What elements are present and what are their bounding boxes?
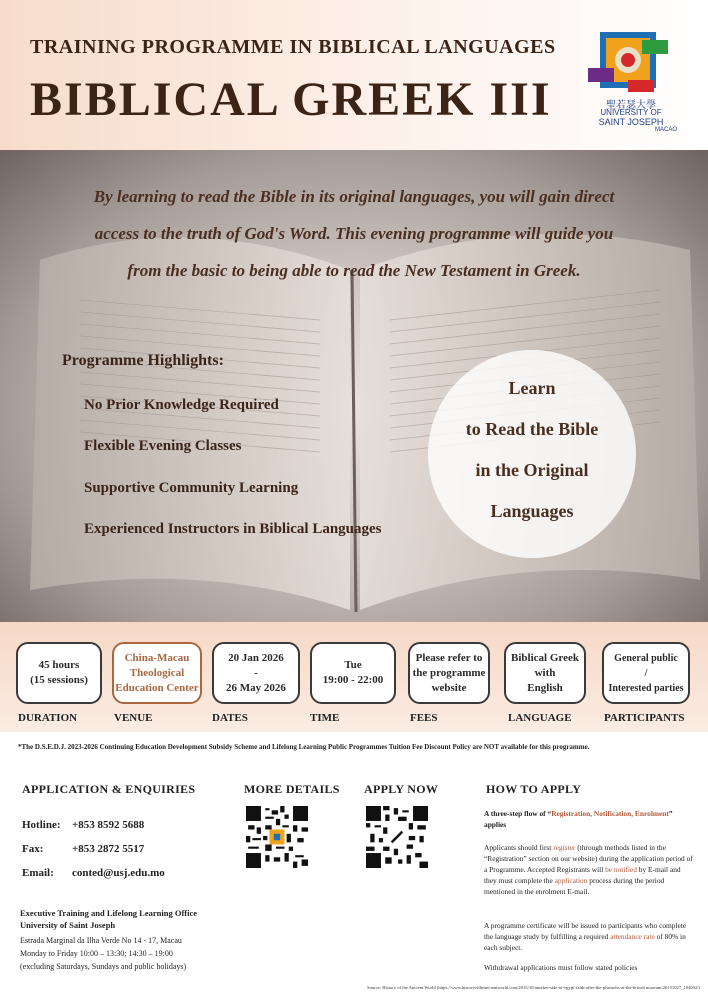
subsidy-note: *The D.S.E.D.J. 2023-2026 Continuing Education Development Subsidy Scheme and Lifelong Learning Public Programmes Tuition Fee Discount Policy are NOT available for this programme. <box>18 743 590 751</box>
intro-paragraph <box>40 178 668 289</box>
office-name: Executive Training and Lifelong Learning Office <box>20 908 198 918</box>
university-name-line1: UNIVERSITY OF <box>600 108 662 117</box>
duration-label: DURATION <box>18 712 78 724</box>
certificate-paragraph <box>484 920 694 953</box>
text-highlight: attendance rate <box>610 932 655 941</box>
contact-heading: APPLICATION & ENQUIRIES <box>22 782 196 796</box>
text-highlight: application <box>554 876 588 885</box>
participants-line: Interested parties <box>608 682 684 694</box>
registration-paragraph <box>484 842 694 897</box>
language-line: English <box>527 681 563 694</box>
highlight-item: Experienced Instructors in Biblical Languages <box>84 521 382 537</box>
highlight-item: No Prior Knowledge Required <box>84 397 279 413</box>
university-name-chinese: 聖若瑟大學 <box>606 100 656 111</box>
text: process during the period mentioned in the enrolment E-mail. <box>484 876 665 896</box>
language-line: Biblical Greek <box>511 651 579 664</box>
text: (through methods listed in the “Registration” section on our website) during the application period of a Programme. Accepted Registrants will <box>484 843 693 874</box>
venue-box <box>112 642 202 704</box>
slogan-line: to Read the Bible <box>465 419 599 439</box>
class-day: Tue <box>344 659 362 671</box>
participants-line: / <box>644 667 648 679</box>
time-label: TIME <box>310 712 340 724</box>
fax-label: Fax: <box>22 843 44 855</box>
text-highlight: Registration, Notification, Enrolment <box>551 809 669 818</box>
office-hours: Monday to Friday 10:00 – 13:30; 14:30 – 19:00 <box>20 949 173 958</box>
hotline-label: Hotline: <box>22 819 61 831</box>
venue-line: Theological <box>129 666 185 679</box>
slogan-text <box>428 368 636 532</box>
language-line: with <box>534 666 556 679</box>
fees-line: Please refer to <box>415 651 483 664</box>
duration-value: 45 hours <box>38 659 80 671</box>
usj-logo <box>588 30 668 94</box>
venue-label: VENUE <box>114 712 153 724</box>
duration-sessions: (15 sessions) <box>30 674 88 686</box>
participants-label: PARTICIPANTS <box>604 712 685 724</box>
university-name-line3: MACAO <box>654 127 677 133</box>
more-details-qr-code[interactable] <box>246 806 308 868</box>
slogan-line: in the Original <box>475 460 589 480</box>
fees-box <box>408 642 490 704</box>
university-name-line2: SAINT JOSEPH <box>598 117 664 127</box>
time-box <box>310 642 396 704</box>
apply-now-heading: APPLY NOW <box>364 782 439 796</box>
office-hours-note: (excluding Saturdays, Sundays and public holidays) <box>20 962 187 971</box>
slogan-line: Learn <box>508 378 556 398</box>
address: Estrada Marginal da Ilha Verde No 14 - 17, Macau <box>20 936 182 945</box>
hotline-number[interactable]: +853 8592 5688 <box>72 819 145 831</box>
dates-label: DATES <box>212 712 248 724</box>
date-separator: - <box>254 666 258 679</box>
fees-label: FEES <box>410 712 438 724</box>
intro-line: access to the truth of God's Word. This evening programme will guide you <box>94 224 614 243</box>
image-source-credit: Source: History of the Ancient World (https://www.historyoftheancientworld.com/2015/10/another-side-of-egypt-faith-after-the-pharaohs-at-the-british museum/20151027_104002/) <box>367 985 700 990</box>
fees-line: website <box>431 681 467 694</box>
venue-line: China-Macau <box>124 651 190 664</box>
text: A programme certificate will be issued to participants who complete the language study by fulfilling a required <box>484 921 687 941</box>
three-step-flow <box>484 808 694 830</box>
apply-now-qr-code[interactable] <box>366 806 428 868</box>
participants-box <box>602 642 690 704</box>
text: of 80% in each subject. <box>484 932 686 952</box>
venue-line: Education Center <box>115 681 199 694</box>
fax-number: +853 2872 5517 <box>72 843 145 855</box>
class-time: 19:00 - 22:00 <box>322 674 384 686</box>
highlight-item: Supportive Community Learning <box>84 480 299 496</box>
intro-line: from the basic to being able to read the New Testament in Greek. <box>127 261 581 280</box>
email-label: Email: <box>22 867 54 879</box>
text: Applicants should first <box>484 843 554 852</box>
withdrawal-paragraph: Withdrawal applications must follow stated policies <box>484 963 638 972</box>
dates-box <box>212 642 300 704</box>
language-box <box>504 642 586 704</box>
participants-line: General public <box>614 652 678 664</box>
language-label: LANGUAGE <box>508 712 572 724</box>
highlights-title: Programme Highlights: <box>62 352 224 369</box>
text-highlight: register <box>553 843 576 852</box>
text-highlight: be notified <box>605 865 637 874</box>
page-title: BIBLICAL GREEK III <box>30 73 552 126</box>
highlight-item: Flexible Evening Classes <box>84 438 242 454</box>
fees-line: the programme <box>412 666 486 679</box>
text: by E-mail and they must complete the <box>484 865 681 885</box>
start-date: 20 Jan 2026 <box>228 651 284 664</box>
end-date: 26 May 2026 <box>226 681 286 694</box>
slogan-line: Languages <box>490 501 574 521</box>
programme-subtitle: TRAINING PROGRAMME IN BIBLICAL LANGUAGES <box>30 36 556 58</box>
text: ” applies <box>484 809 673 829</box>
how-to-apply-heading: HOW TO APPLY <box>486 782 582 796</box>
duration-box <box>16 642 102 704</box>
email-address[interactable]: conted@usj.edu.mo <box>72 867 165 879</box>
more-details-heading: MORE DETAILS <box>244 782 340 796</box>
intro-line: By learning to read the Bible in its original languages, you will gain direct <box>93 187 615 206</box>
text: A three-step flow of “ <box>484 809 552 818</box>
university-name: University of Saint Joseph <box>20 920 116 930</box>
